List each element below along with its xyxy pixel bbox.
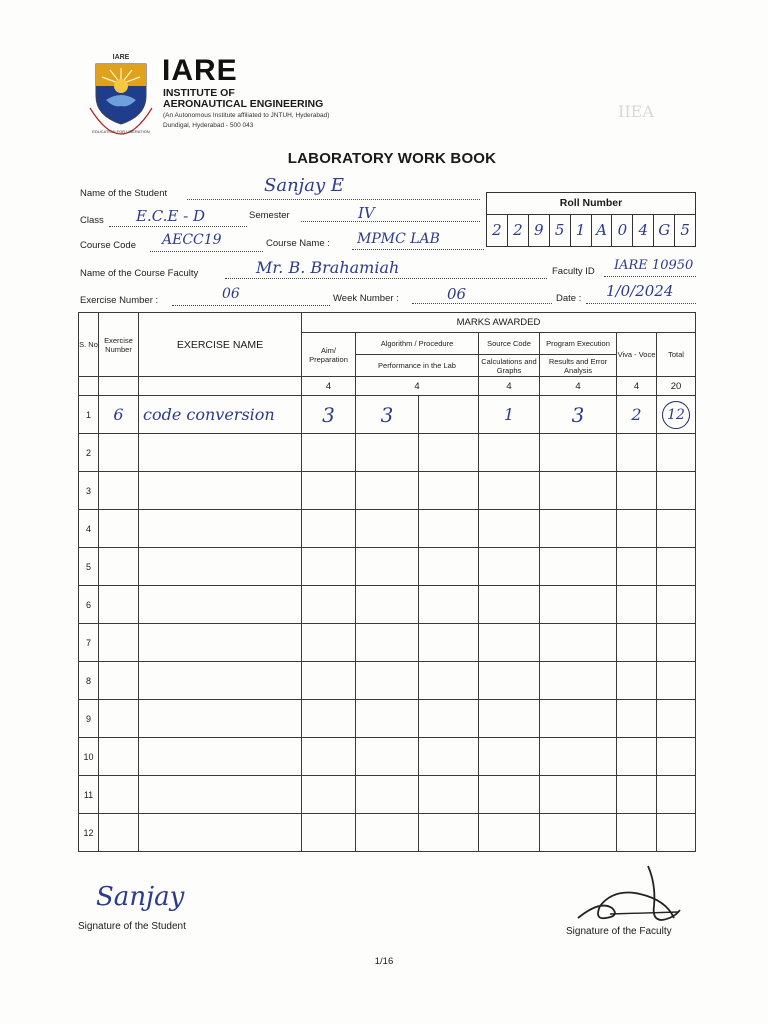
header-sno: S. No <box>79 313 99 377</box>
logo-motto: EDUCATION FOR LIBERATION <box>92 129 150 134</box>
row-aim <box>302 700 356 738</box>
student-name-label: Name of the Student <box>80 188 168 199</box>
header-exercise-name: EXERCISE NAME <box>139 313 302 377</box>
semester-value: IV <box>358 204 375 222</box>
date-line <box>586 303 696 304</box>
course-name-line <box>352 249 484 250</box>
row-sno: 1 <box>79 396 99 434</box>
roll-digit: 4 <box>633 215 654 246</box>
row-sno: 11 <box>79 776 99 814</box>
row-source-code <box>479 776 540 814</box>
faculty-id-label: Faculty ID <box>552 266 595 277</box>
row-exercise-number <box>99 434 139 472</box>
logo-wordmark: IARE <box>162 54 238 87</box>
semester-line <box>301 221 480 222</box>
faculty-signature <box>570 860 690 935</box>
page-title-text: LABORATORY WORK BOOK <box>287 150 497 167</box>
header-algorithm: Algorithm / Procedure <box>356 333 479 355</box>
roll-digit: 5 <box>550 215 571 246</box>
header-performance: Performance in the Lab <box>356 355 479 377</box>
roll-number-label: Roll Number <box>487 193 695 215</box>
row-aim <box>302 624 356 662</box>
row-viva <box>617 776 657 814</box>
row-program: 3 <box>540 396 617 434</box>
row-algorithm <box>356 776 419 814</box>
row-exercise-number <box>99 586 139 624</box>
table-row <box>79 586 696 624</box>
row-exercise-name <box>139 586 302 624</box>
page-number: 1/16 <box>374 956 394 967</box>
row-sno: 8 <box>79 662 99 700</box>
row-viva <box>617 510 657 548</box>
logo-top-text: IARE <box>112 54 130 61</box>
row-exercise-number <box>99 738 139 776</box>
table-row <box>79 662 696 700</box>
row-exercise-name <box>139 700 302 738</box>
row-performance <box>419 814 479 852</box>
row-sno: 9 <box>79 700 99 738</box>
table-row <box>79 776 696 814</box>
class-line <box>109 226 247 227</box>
header-viva: Viva - Voce <box>617 333 657 377</box>
header-results: Results and Error Analysis <box>540 355 617 377</box>
row-performance <box>419 738 479 776</box>
max-aim: 4 <box>302 377 356 396</box>
row-source-code <box>479 434 540 472</box>
table-row <box>79 548 696 586</box>
exercise-number-label: Exercise Number : <box>80 295 159 306</box>
class-label: Class <box>80 215 104 226</box>
course-name-value: MPMC LAB <box>357 231 440 247</box>
row-algorithm: 3 <box>356 396 419 434</box>
row-exercise-name <box>139 662 302 700</box>
row-exercise-name <box>139 510 302 548</box>
header-source-code: Source Code <box>479 333 540 355</box>
roll-number-cells <box>487 215 695 246</box>
row-performance <box>419 396 479 434</box>
header-aim: Aim/ Preparation <box>302 333 356 377</box>
header-exercise-number: Exercise Number <box>99 313 139 377</box>
row-viva <box>617 662 657 700</box>
max-blank <box>79 377 99 396</box>
row-aim <box>302 434 356 472</box>
roll-digit: 0 <box>612 215 633 246</box>
row-source-code <box>479 472 540 510</box>
row-exercise-number <box>99 472 139 510</box>
iare-logo <box>86 50 156 136</box>
row-source-code <box>479 586 540 624</box>
max-algorithm: 4 <box>356 377 479 396</box>
row-program <box>540 510 617 548</box>
row-exercise-number <box>99 624 139 662</box>
row-exercise-number <box>99 776 139 814</box>
row-performance <box>419 434 479 472</box>
row-viva <box>617 738 657 776</box>
row-program <box>540 662 617 700</box>
table-row <box>79 700 696 738</box>
roll-digit: 1 <box>571 215 592 246</box>
corner-mark: IIEA <box>618 102 654 121</box>
row-algorithm <box>356 662 419 700</box>
row-total <box>657 586 696 624</box>
max-viva: 4 <box>617 377 657 396</box>
row-algorithm <box>356 700 419 738</box>
row-aim <box>302 510 356 548</box>
max-program: 4 <box>540 377 617 396</box>
roll-digit: 2 <box>487 215 508 246</box>
row-algorithm <box>356 814 419 852</box>
header-calculations: Calculations and Graphs <box>479 355 540 377</box>
row-sno: 5 <box>79 548 99 586</box>
row-performance <box>419 662 479 700</box>
row-exercise-name: code conversion <box>139 396 302 434</box>
roll-digit: 5 <box>680 221 690 239</box>
row-sno: 10 <box>79 738 99 776</box>
institute-address: Dundigal, Hyderabad - 500 043 <box>163 122 254 129</box>
row-source-code <box>479 662 540 700</box>
row-exercise-number <box>99 510 139 548</box>
row-total-value: 12 <box>662 401 690 429</box>
faculty-name-label: Name of the Course Faculty <box>80 268 199 279</box>
row-sno: 4 <box>79 510 99 548</box>
week-number-line <box>412 303 552 304</box>
row-source-code <box>479 624 540 662</box>
student-name-line <box>187 199 480 200</box>
row-viva <box>617 472 657 510</box>
row-program <box>540 624 617 662</box>
institute-line-1: INSTITUTE OF <box>163 87 235 99</box>
row-exercise-name <box>139 472 302 510</box>
row-exercise-number <box>99 662 139 700</box>
date-value: 1/0/2024 <box>606 282 674 300</box>
institute-affiliation: (An Autonomous Institute affiliated to JNTUH, Hyderabad) <box>163 112 330 119</box>
exercise-number-value: 06 <box>222 286 240 302</box>
row-exercise-name <box>139 548 302 586</box>
row-viva: 2 <box>617 396 657 434</box>
table-row <box>79 434 696 472</box>
row-aim <box>302 738 356 776</box>
student-signature: Sanjay <box>96 882 185 912</box>
row-performance <box>419 700 479 738</box>
table-row <box>79 472 696 510</box>
row-source-code <box>479 700 540 738</box>
row-viva <box>617 700 657 738</box>
row-source-code <box>479 510 540 548</box>
table-row <box>79 814 696 852</box>
row-algorithm <box>356 624 419 662</box>
row-exercise-number <box>99 814 139 852</box>
row-program <box>540 472 617 510</box>
row-aim <box>302 776 356 814</box>
row-total <box>657 700 696 738</box>
course-code-value: AECC19 <box>162 232 222 248</box>
row-source-code <box>479 548 540 586</box>
row-program <box>540 586 617 624</box>
row-exercise-name <box>139 624 302 662</box>
row-total <box>657 662 696 700</box>
row-performance <box>419 510 479 548</box>
row-aim <box>302 548 356 586</box>
page-title <box>0 150 768 167</box>
course-name-label: Course Name : <box>266 238 330 249</box>
row-source-code <box>479 814 540 852</box>
row-total <box>657 472 696 510</box>
student-name-value: Sanjay E <box>264 175 344 196</box>
roll-digit: G <box>654 215 675 246</box>
row-aim <box>302 662 356 700</box>
row-aim: 3 <box>302 396 356 434</box>
table-row <box>79 396 696 434</box>
row-sno: 12 <box>79 814 99 852</box>
row-exercise-number <box>99 700 139 738</box>
row-total <box>657 738 696 776</box>
row-viva <box>617 548 657 586</box>
roll-number-box <box>486 192 696 247</box>
row-source-code: 1 <box>479 396 540 434</box>
row-program <box>540 738 617 776</box>
row-performance <box>419 624 479 662</box>
max-total: 20 <box>657 377 696 396</box>
faculty-signature-label: Signature of the Faculty <box>566 926 672 937</box>
row-algorithm <box>356 510 419 548</box>
row-program <box>540 814 617 852</box>
row-total <box>657 434 696 472</box>
row-total <box>657 510 696 548</box>
row-exercise-number <box>99 548 139 586</box>
row-algorithm <box>356 738 419 776</box>
week-number-label: Week Number : <box>333 293 399 304</box>
course-code-line <box>150 251 263 252</box>
max-blank <box>99 377 139 396</box>
table-row <box>79 624 696 662</box>
row-exercise-name <box>139 434 302 472</box>
row-sno: 2 <box>79 434 99 472</box>
faculty-name-value: Mr. B. Brahamiah <box>256 258 400 277</box>
row-sno: 6 <box>79 586 99 624</box>
faculty-id-line <box>604 276 696 277</box>
class-value: E.C.E - D <box>136 207 206 225</box>
institute-line-2: AERONAUTICAL ENGINEERING <box>163 98 324 110</box>
row-viva <box>617 624 657 662</box>
row-total <box>657 548 696 586</box>
row-algorithm <box>356 586 419 624</box>
row-performance <box>419 548 479 586</box>
row-exercise-number: 6 <box>99 396 139 434</box>
table-row <box>79 510 696 548</box>
row-exercise-name <box>139 738 302 776</box>
row-viva <box>617 434 657 472</box>
row-total <box>657 624 696 662</box>
course-code-label: Course Code <box>80 240 136 251</box>
row-algorithm <box>356 434 419 472</box>
row-viva <box>617 814 657 852</box>
row-viva <box>617 586 657 624</box>
exercise-number-line <box>172 305 330 306</box>
row-aim <box>302 814 356 852</box>
row-aim <box>302 472 356 510</box>
row-sno: 3 <box>79 472 99 510</box>
row-algorithm <box>356 472 419 510</box>
week-number-value: 06 <box>447 285 467 303</box>
row-program <box>540 434 617 472</box>
student-signature-label: Signature of the Student <box>78 921 186 932</box>
date-label: Date : <box>556 293 582 304</box>
row-source-code <box>479 738 540 776</box>
row-program <box>540 700 617 738</box>
row-program <box>540 776 617 814</box>
faculty-id-value: IARE 10950 <box>614 258 694 273</box>
row-total <box>657 396 696 434</box>
max-blank <box>139 377 302 396</box>
row-algorithm <box>356 548 419 586</box>
row-performance <box>419 776 479 814</box>
row-total <box>657 814 696 852</box>
roll-digit: A <box>592 215 613 246</box>
header-marks-awarded: MARKS AWARDED <box>302 313 696 333</box>
faculty-name-line <box>225 278 547 279</box>
row-total <box>657 776 696 814</box>
table-row <box>79 738 696 776</box>
row-exercise-name <box>139 814 302 852</box>
header-program-execution: Program Execution <box>540 333 617 355</box>
semester-label: Semester <box>249 210 290 221</box>
row-aim <box>302 586 356 624</box>
row-performance <box>419 472 479 510</box>
header-total: Total <box>657 333 696 377</box>
marks-table <box>78 312 696 852</box>
roll-digit: 9 <box>529 215 550 246</box>
row-performance <box>419 586 479 624</box>
row-exercise-name <box>139 776 302 814</box>
roll-digit: 2 <box>508 215 529 246</box>
max-source-code: 4 <box>479 377 540 396</box>
row-sno: 7 <box>79 624 99 662</box>
row-program <box>540 548 617 586</box>
